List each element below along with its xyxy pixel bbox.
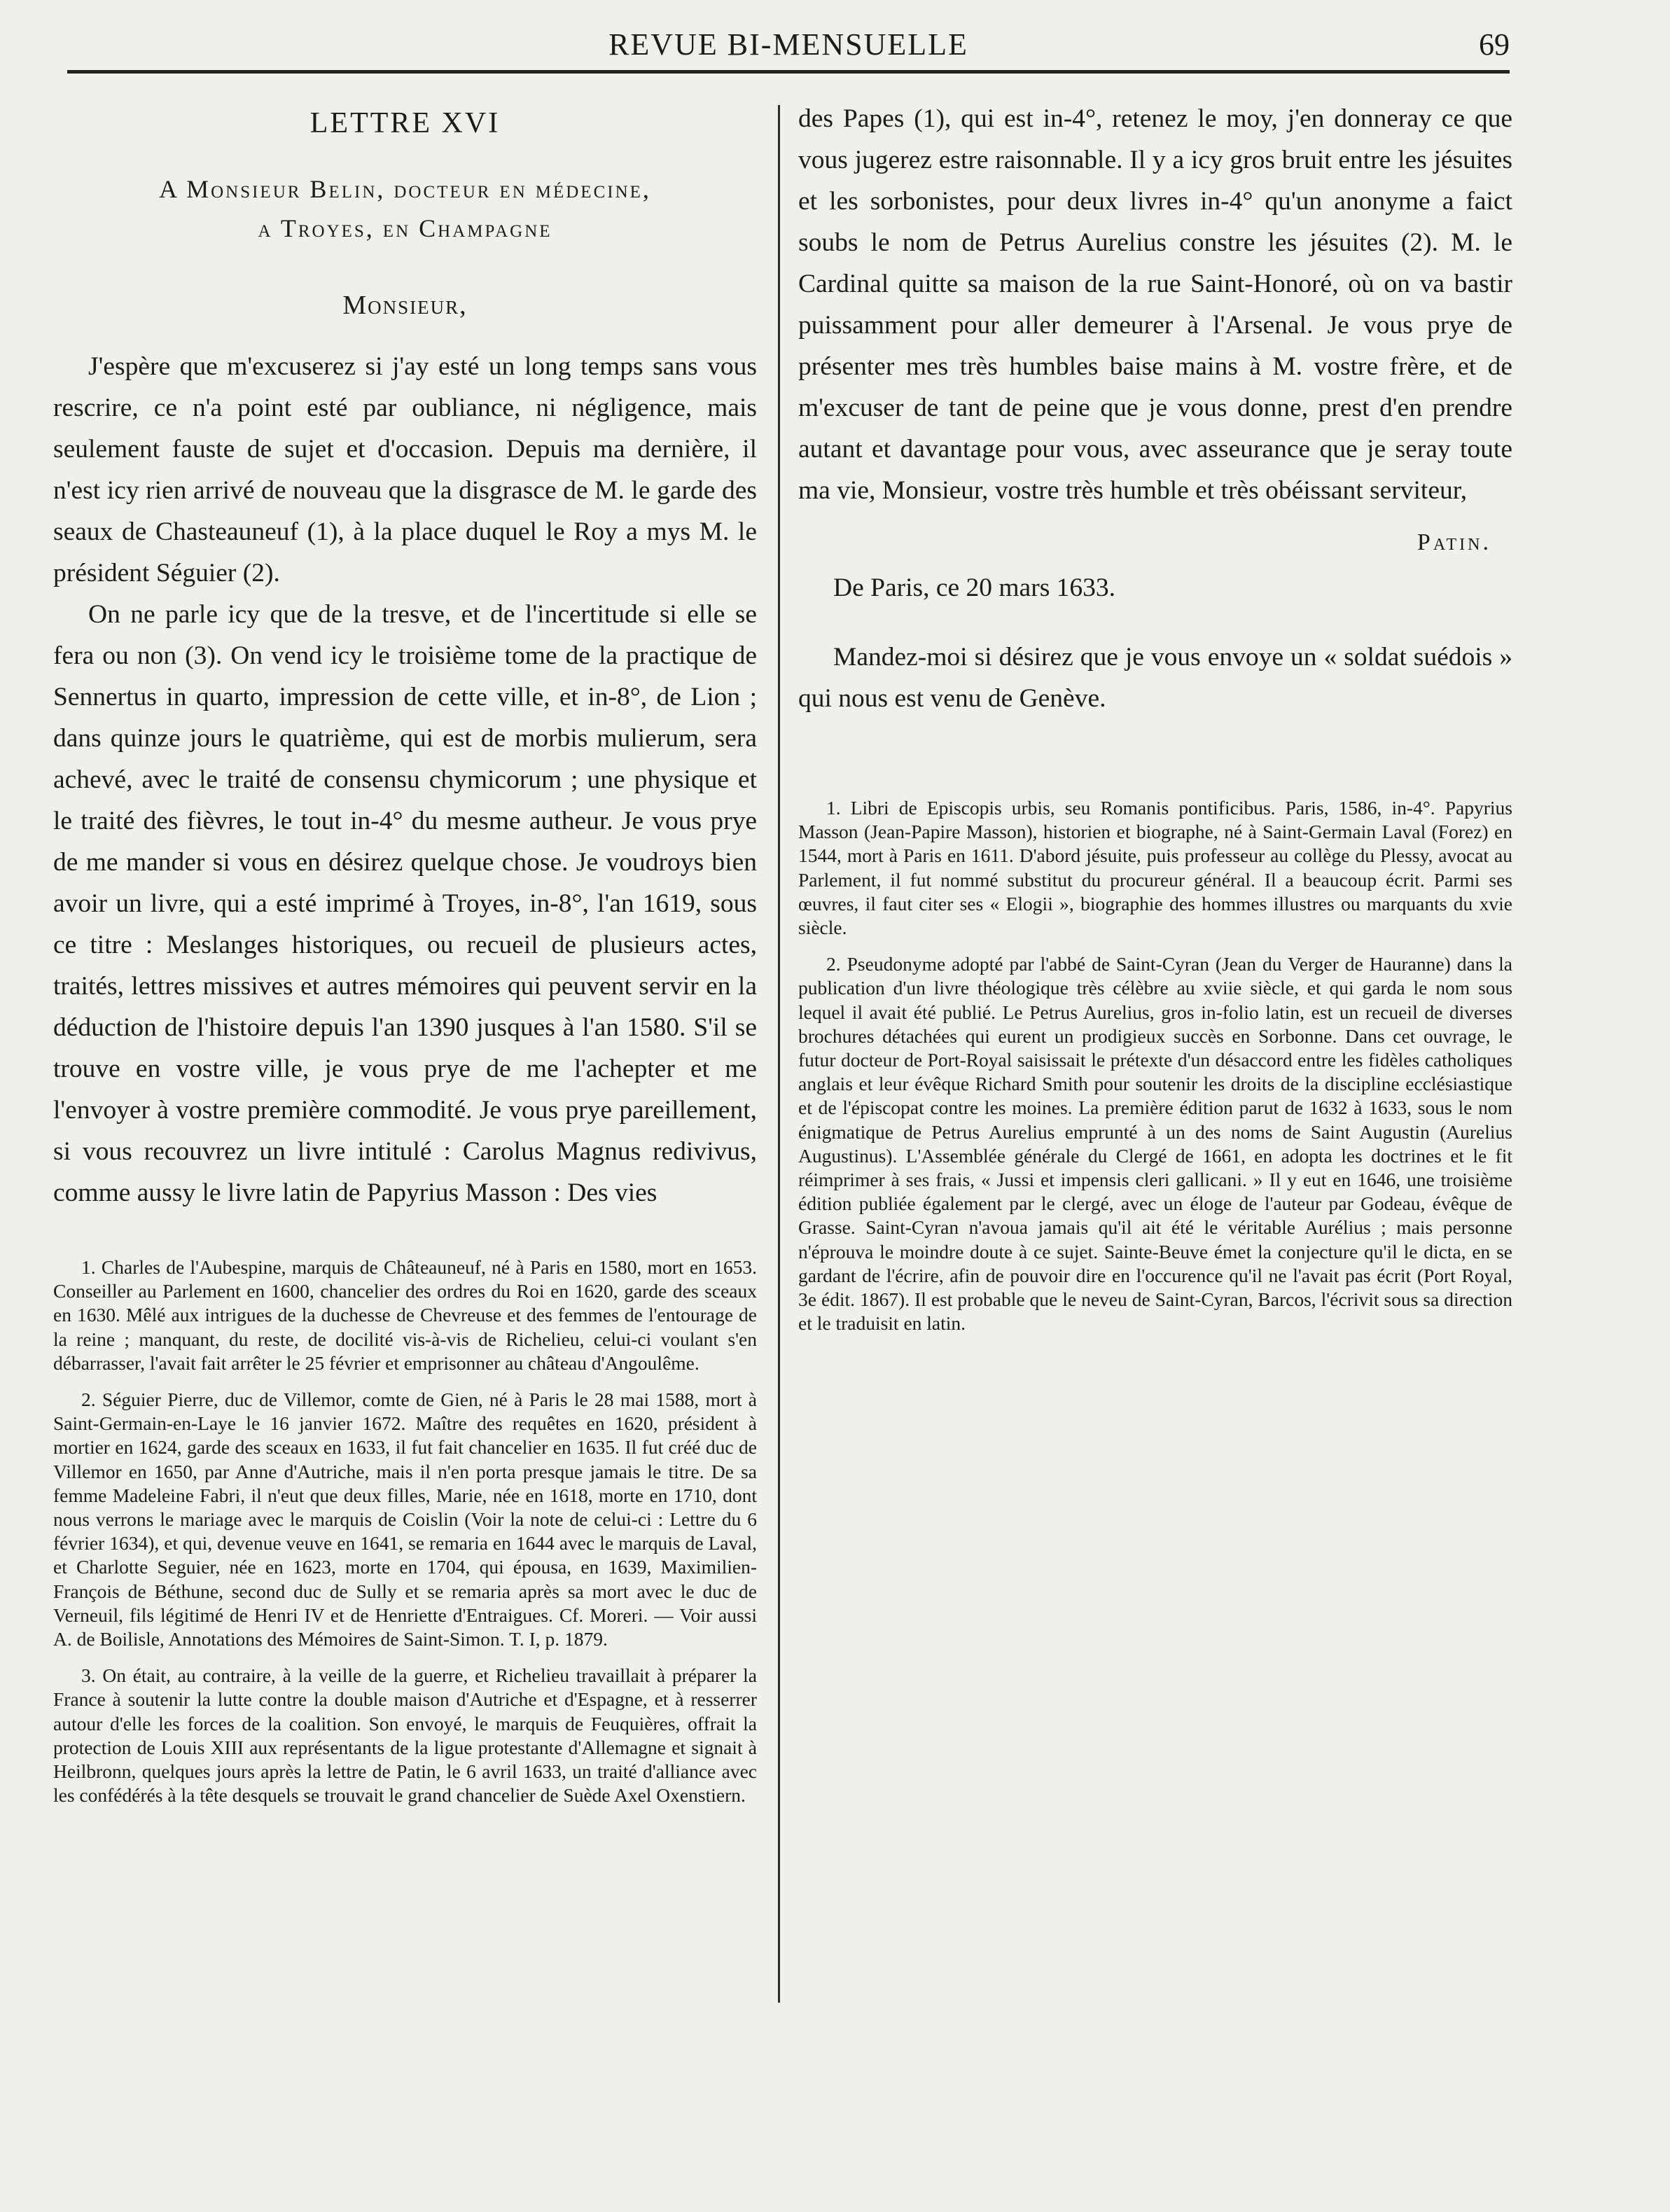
paragraph-2: On ne parle icy que de la tresve, et de l'incertitude si elle se fera ou non (3). On vend icy le troisième tome de la practique de Sennertus in quarto, impression de cette ville, et in-8°, de Lion ; dans quinze jours le quatrième, qui est de morbis mulierum, sera achevé, avec le traité de consensu chymicorum ; une physique et le traité des fièvres, le tout in-4° du mesme autheur. Je vous prye de me mander si vous en désirez quelque chose. Je voudroys bien avoir un livre, qui a esté imprimé à Troyes, in-8°, l'an 1619, sous ce titre : Meslanges historiques, ou recueil de plusieurs actes, traités, lettres missives et autres mémoires qui peuvent servir en la déduction de l'histoire depuis l'an 1390 jusques à l'an 1580. S'il se trouve en vostre ville, je vous prye de me l'achepter et me l'envoyer à vostre première commodité. Je vous prye pareillement, si vous recouvrez un livre intitulé : Carolus Magnus redivivus, comme aussy le livre latin de Papyrius Masson : Des vies [53, 600, 757, 1207]
page-number: 69 [1479, 27, 1510, 62]
letter-body [53, 346, 757, 1213]
footnote-right-1: 1. Libri de Episcopis urbis, seu Romanis pontificibus. Paris, 1586, in-4°. Papyrius Masson (Jean-Papire Masson), historien et biographe, né à Saint-Germain Laval (Forez) en 1544, mort à Paris en 1611. D'abord jésuite, puis professeur au collège du Plessy, avocat au Parlement, il fut nommé substitut du procureur général. Il a beaucoup écrit. Parmi ses œuvres, il faut citer ses « Elogii », biographie des hommes illustres ou marquants du xvie siècle. [798, 797, 1512, 939]
running-title: REVUE BI-MENSUELLE [608, 27, 968, 62]
dateline: De Paris, ce 20 mars 1633. [833, 573, 1116, 602]
footnote-right-2: 2. Pseudonyme adopté par l'abbé de Saint-Cyran (Jean du Verger de Hauranne) dans la publication d'un livre théologique très célèbre au xviie siècle, et qui garda le nom sous lequel il avait été publié. Le Petrus Aurelius, gros in-folio latin, est un recueil de diverses brochures détachées qui eurent un prodigieux succès en Sorbonne. Dans cet ouvrage, le futur docteur de Port-Royal saisissait le prétexte d'un désaccord entre les fidèles catholiques anglais et leur évêque Richard Smith pour soutenir les droits de la discipline ecclésiastique et de l'épiscopat contre les moines. La première édition parut de 1632 à 1633, sous le nom énigmatique de Petrus Aurelius emprunté à un des noms de Saint Augustin (Aurelius Augustinus). L'Assemblée générale du Clergé de 1661, en adopta les doctrines et le fit réimprimer à ses frais, « Jussi et impensis cleri gallicani. » Il y eut en 1646, une troisième édition publiée également par le clergé, avec un éloge de l'auteur par Godeau, évêque de Grasse. Saint-Cyran n'avoua jamais qu'il ait été le véritable Aurélius ; mais personne n'éprouva le moindre doute à ce sujet. Sainte-Beuve émet la conjecture qu'il le dicta, en se gardant de l'écrire, afin de pouvoir dire en l'occurence qu'il ne l'avait pas écrit (Port Royal, 3e édit. 1867). Il est probable que le neveu de Saint-Cyran, Barcos, l'écrivit sous sa direction et le traduisit en latin. [798, 953, 1512, 1335]
header-rule [67, 70, 1510, 74]
postscript: Mandez-moi si désirez que je vous envoye un « soldat suédois » qui nous est venu de Genève. [798, 643, 1512, 713]
paragraph-1: J'espère que m'excuserez si j'ay esté un long temps sans vous rescrire, ce n'a point esté par oubliance, ni négligence, mais seulement fauste de sujet et d'occasion. Depuis ma dernière, il n'est icy rien arrivé de nouveau que la disgrasce de M. le garde des seaux de Chasteauneuf (1), à la place duquel le Roy a mys M. le président Séguier (2). [53, 352, 757, 587]
column-rule [778, 105, 780, 2003]
left-column [53, 98, 757, 1820]
signature: Patin. [1417, 529, 1491, 555]
footnote-left-2: 2. Séguier Pierre, duc de Villemor, comte de Gien, né à Paris le 28 mai 1588, mort à Saint-Germain-en-Laye le 16 janvier 1672. Maître des requêtes en 1620, président à mortier en 1624, garde des sceaux en 1633, il fut fait chancelier en 1635. Il fut créé duc de Villemor en 1650, par Anne d'Autriche, mais il n'en porta presque jamais le titre. De sa femme Madeleine Fabri, il n'eut que deux filles, Marie, née en 1618, morte en 1710, dont nous verrons le mariage avec le marquis de Coislin (Voir la note de celui-ci : Lettre du 6 février 1634), et qui, devenue veuve en 1641, se remaria en 1644 avec le marquis de Laval, et Charlotte Seguier, née en 1623, morte en 1704, qui épousa, en 1639, Maximilien-François de Béthune, second duc de Sully et se remaria après sa mort avec le duc de Verneuil, fils légitimé de Henri IV et de Henriette d'Entraigues. Cf. Moreri. — Voir aussi A. de Boilisle, Annotations des Mémoires de Saint-Simon. T. I, p. 1879. [53, 1389, 757, 1650]
letter-title: LETTRE XVI [309, 107, 501, 139]
footnotes-right [798, 796, 1512, 1335]
address-line-2: a Troyes, en Champagne [258, 214, 552, 242]
address-line-1: A Monsieur Belin, docteur en médecine, [159, 175, 651, 203]
letter-address [53, 169, 757, 248]
paragraph-2-continued: des Papes (1), qui est in-4°, retenez le moy, j'en donneray ce que vous jugerez estre raisonnable. Il y a icy gros bruit entre les jésuites et les sorbonistes, pour deux livres in-4° qu'un anonyme a faict soubs le nom de Petrus Aurelius constre les jésuites (2). M. le Cardinal quitte sa maison de la rue Saint-Honoré, où on va bastir puissamment pour aller demeurer à l'Arsenal. Je vous prye de présenter mes très humbles baise mains à M. vostre frère, et de m'excuser de tant de peine que je vous donne, prest d'en prendre autant et davantage pour vous, avec asseurance que je seray toute ma vie, Monsieur, vostre très humble et très obéissant serviteur, [798, 104, 1512, 505]
footnote-left-3: 3. On était, au contraire, à la veille de la guerre, et Richelieu travaillait à préparer la France à soutenir la lutte contre la double maison d'Autriche et d'Espagne, et à resserrer autour d'elle les forces de la coalition. Son envoyé, le marquis de Feuquières, offrait la protection de Louis XIII aux représentants de la ligue protestante d'Allemagne et signait à Heilbronn, quelques jours après la lettre de Patin, le 6 avril 1633, un traité d'alliance avec les confédérés à la tête desquels se trouvait le grand chancelier de Suède Axel Oxenstiern. [53, 1664, 757, 1807]
footnotes-left [53, 1255, 757, 1807]
salutation: Monsieur, [342, 291, 468, 320]
footnote-left-1: 1. Charles de l'Aubespine, marquis de Châteauneuf, né à Paris en 1580, mort en 1653. Conseiller au Parlement en 1600, chancelier des ordres du Roi en 1620, garde des sceaux en 1630. Mêlé aux intrigues de la duchesse de Chevreuse et des femmes de l'entourage de la reine ; manquant, du reste, de docilité vis-à-vis de Richelieu, celui-ci voulant s'en débarrasser, l'avait fait arrêter le 25 février et emprisonner au château d'Angoulême. [53, 1256, 757, 1374]
right-column [798, 98, 1512, 1348]
letter-body-continued [798, 98, 1512, 511]
running-head [67, 20, 1510, 62]
